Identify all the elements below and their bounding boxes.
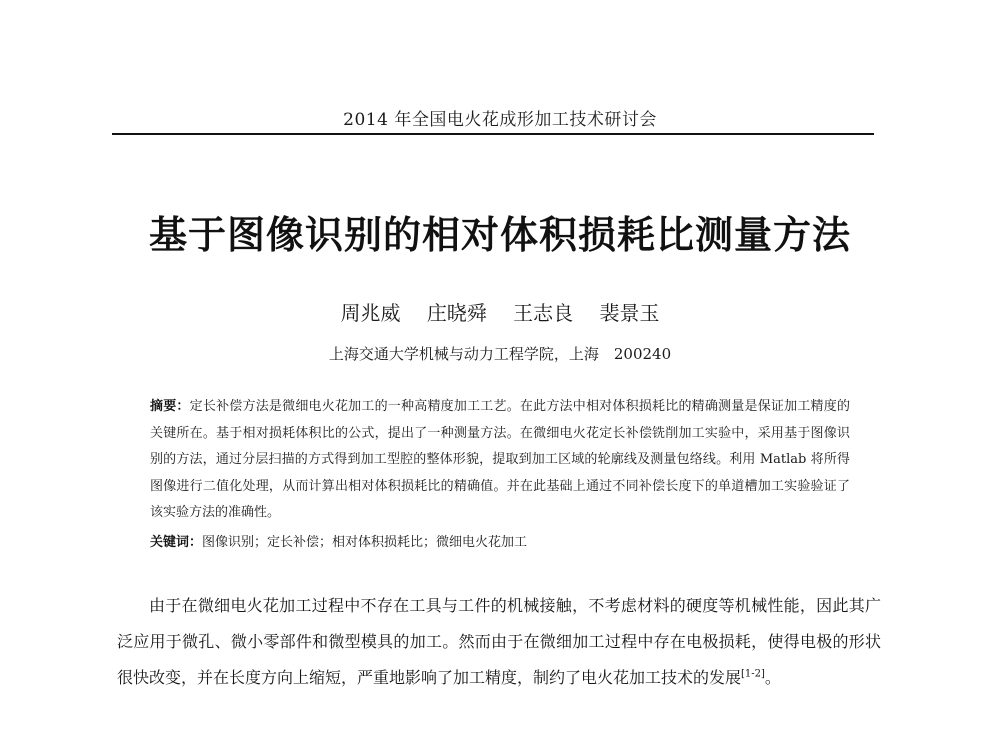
abstract — [150, 394, 850, 527]
author-list — [0, 297, 1000, 326]
author-name: 庄晓舜 — [426, 301, 487, 325]
body-paragraph-text: 由于在微细电火花加工过程中不存在工具与工件的机械接触，不考虑材料的硬度等机械性能，因此其广泛应用于微孔、微小零部件和微型模具的加工。然而由于在微细加工过程中存在电极损耗，使得电极的形状很快改变，并在长度方向上缩短，严重地影响了加工精度，制约了电火花加工技术的发展 — [117, 596, 881, 687]
paper-title: 基于图像识别的相对体积损耗比测量方法 — [148, 213, 851, 257]
body-paragraph — [117, 588, 881, 696]
body-paragraph-end: 。 — [764, 668, 781, 687]
conference-header: 2014 年全国电火花成形加工技术研讨会 — [343, 110, 657, 130]
author-name: 裴景玉 — [599, 301, 660, 325]
header-rule — [112, 133, 874, 135]
author-name: 周兆威 — [340, 301, 401, 325]
citation-reference: [1-2] — [741, 668, 765, 680]
abstract-text: 定长补偿方法是微细电火花加工的一种高精度加工工艺。在此方法中相对体积损耗比的精确测量是保证加工精度的关键所在。基于相对损耗体积比的公式，提出了一种测量方法。在微细电火花定长补偿铣削加工实验中，采用基于图像识别的方法，通过分层扫描的方式得到加工型腔的整体形貌，提取到加工区域的轮廓线及测量包络线。利用 Matlab 将所得图像进行二值化处理，从而计算出相对体积损耗比的精确值。并在此基础上通过不同补偿长度下的单道槽加工实验验证了该实验方法的准确性。 — [150, 399, 850, 520]
author-affiliation: 上海交通大学机械与动力工程学院，上海 200240 — [328, 345, 672, 363]
keywords-text: 图像识别；定长补偿；相对体积损耗比；微细电火花加工 — [202, 535, 528, 550]
keywords-label: 关键词： — [150, 535, 203, 550]
abstract-label: 摘要： — [150, 399, 190, 414]
keywords — [150, 530, 850, 557]
author-name: 王志良 — [513, 301, 574, 325]
